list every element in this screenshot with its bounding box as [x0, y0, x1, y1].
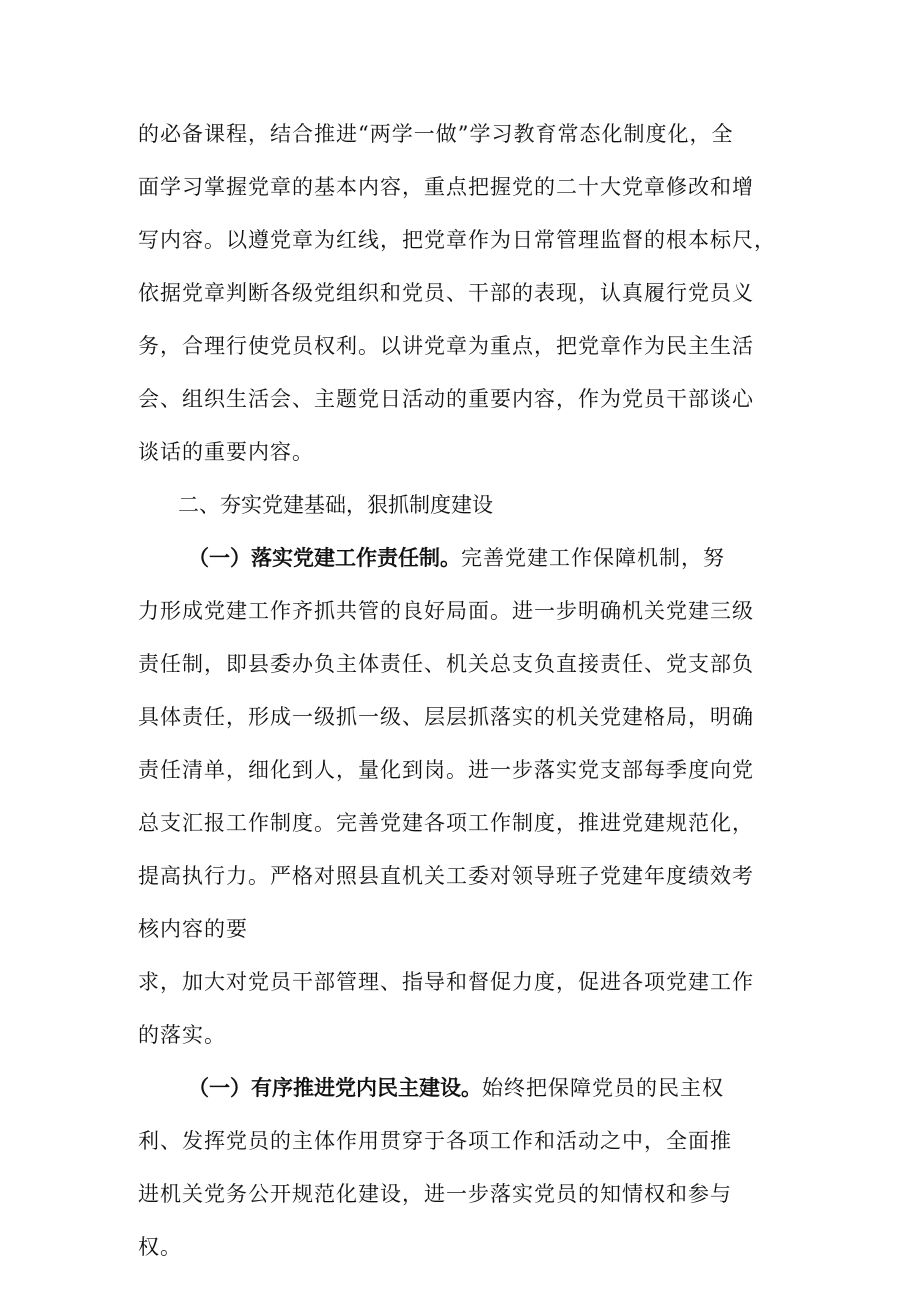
paragraph-line: 具体责任，形成一级抓一级、层层抓落实的机关党建格局，明确	[138, 705, 754, 729]
paragraph-line: 核内容的要	[138, 917, 248, 941]
paragraph-line: 谈话的重要内容。	[138, 440, 314, 464]
paragraph-line: 进机关党务公开规范化建设，进一步落实党员的知情权和参与	[138, 1182, 732, 1206]
paragraph-line: 的必备课程，结合推进“两学一做”学习教育常态化制度化，全	[138, 122, 734, 146]
paragraph-first-line	[188, 545, 725, 571]
section-heading: 二、夯实党建基础，狠抓制度建设	[178, 493, 493, 517]
paragraph-line: 力形成党建工作齐抓共管的良好局面。进一步明确机关党建三级	[138, 599, 754, 623]
paragraph-line: 权。	[138, 1235, 182, 1259]
paragraph-line: 求，加大对党员干部管理、指导和督促力度，促进各项党建工作	[138, 970, 754, 994]
paragraph-line: 责任制，即县委办负主体责任、机关总支负直接责任、党支部负	[138, 652, 754, 676]
paragraph-line: 面学习掌握党章的基本内容，重点把握党的二十大党章修改和增	[138, 175, 754, 199]
paragraph-line: 写内容。以遵党章为红线，把党章作为日常管理监督的根本标尺，	[138, 228, 776, 252]
paragraph-first-line	[188, 1075, 724, 1101]
paragraph-lead: （一）落实党建工作责任制。	[188, 546, 461, 570]
paragraph-line: 责任清单，细化到人，量化到岗。进一步落实党支部每季度向党	[138, 758, 754, 782]
paragraph-lead-rest: 完善党建工作保障机制，努	[461, 546, 725, 570]
paragraph-line: 的落实。	[138, 1023, 226, 1047]
paragraph-line: 总支汇报工作制度。完善党建各项工作制度，推进党建规范化，	[138, 811, 754, 835]
paragraph-lead: （一）有序推进党内民主建设。	[188, 1076, 482, 1100]
paragraph-line: 会、组织生活会、主题党日活动的重要内容，作为党员干部谈心	[138, 387, 754, 411]
paragraph-line: 依据党章判断各级党组织和党员、干部的表现，认真履行党员义	[138, 281, 754, 305]
paragraph-line: 利、发挥党员的主体作用贯穿于各项工作和活动之中，全面推	[138, 1129, 732, 1153]
paragraph-line: 提高执行力。严格对照县直机关工委对领导班子党建年度绩效考	[138, 864, 754, 888]
paragraph-line: 务，合理行使党员权利。以讲党章为重点，把党章作为民主生活	[138, 334, 754, 358]
paragraph-lead-rest: 始终把保障党员的民主权	[482, 1076, 724, 1100]
